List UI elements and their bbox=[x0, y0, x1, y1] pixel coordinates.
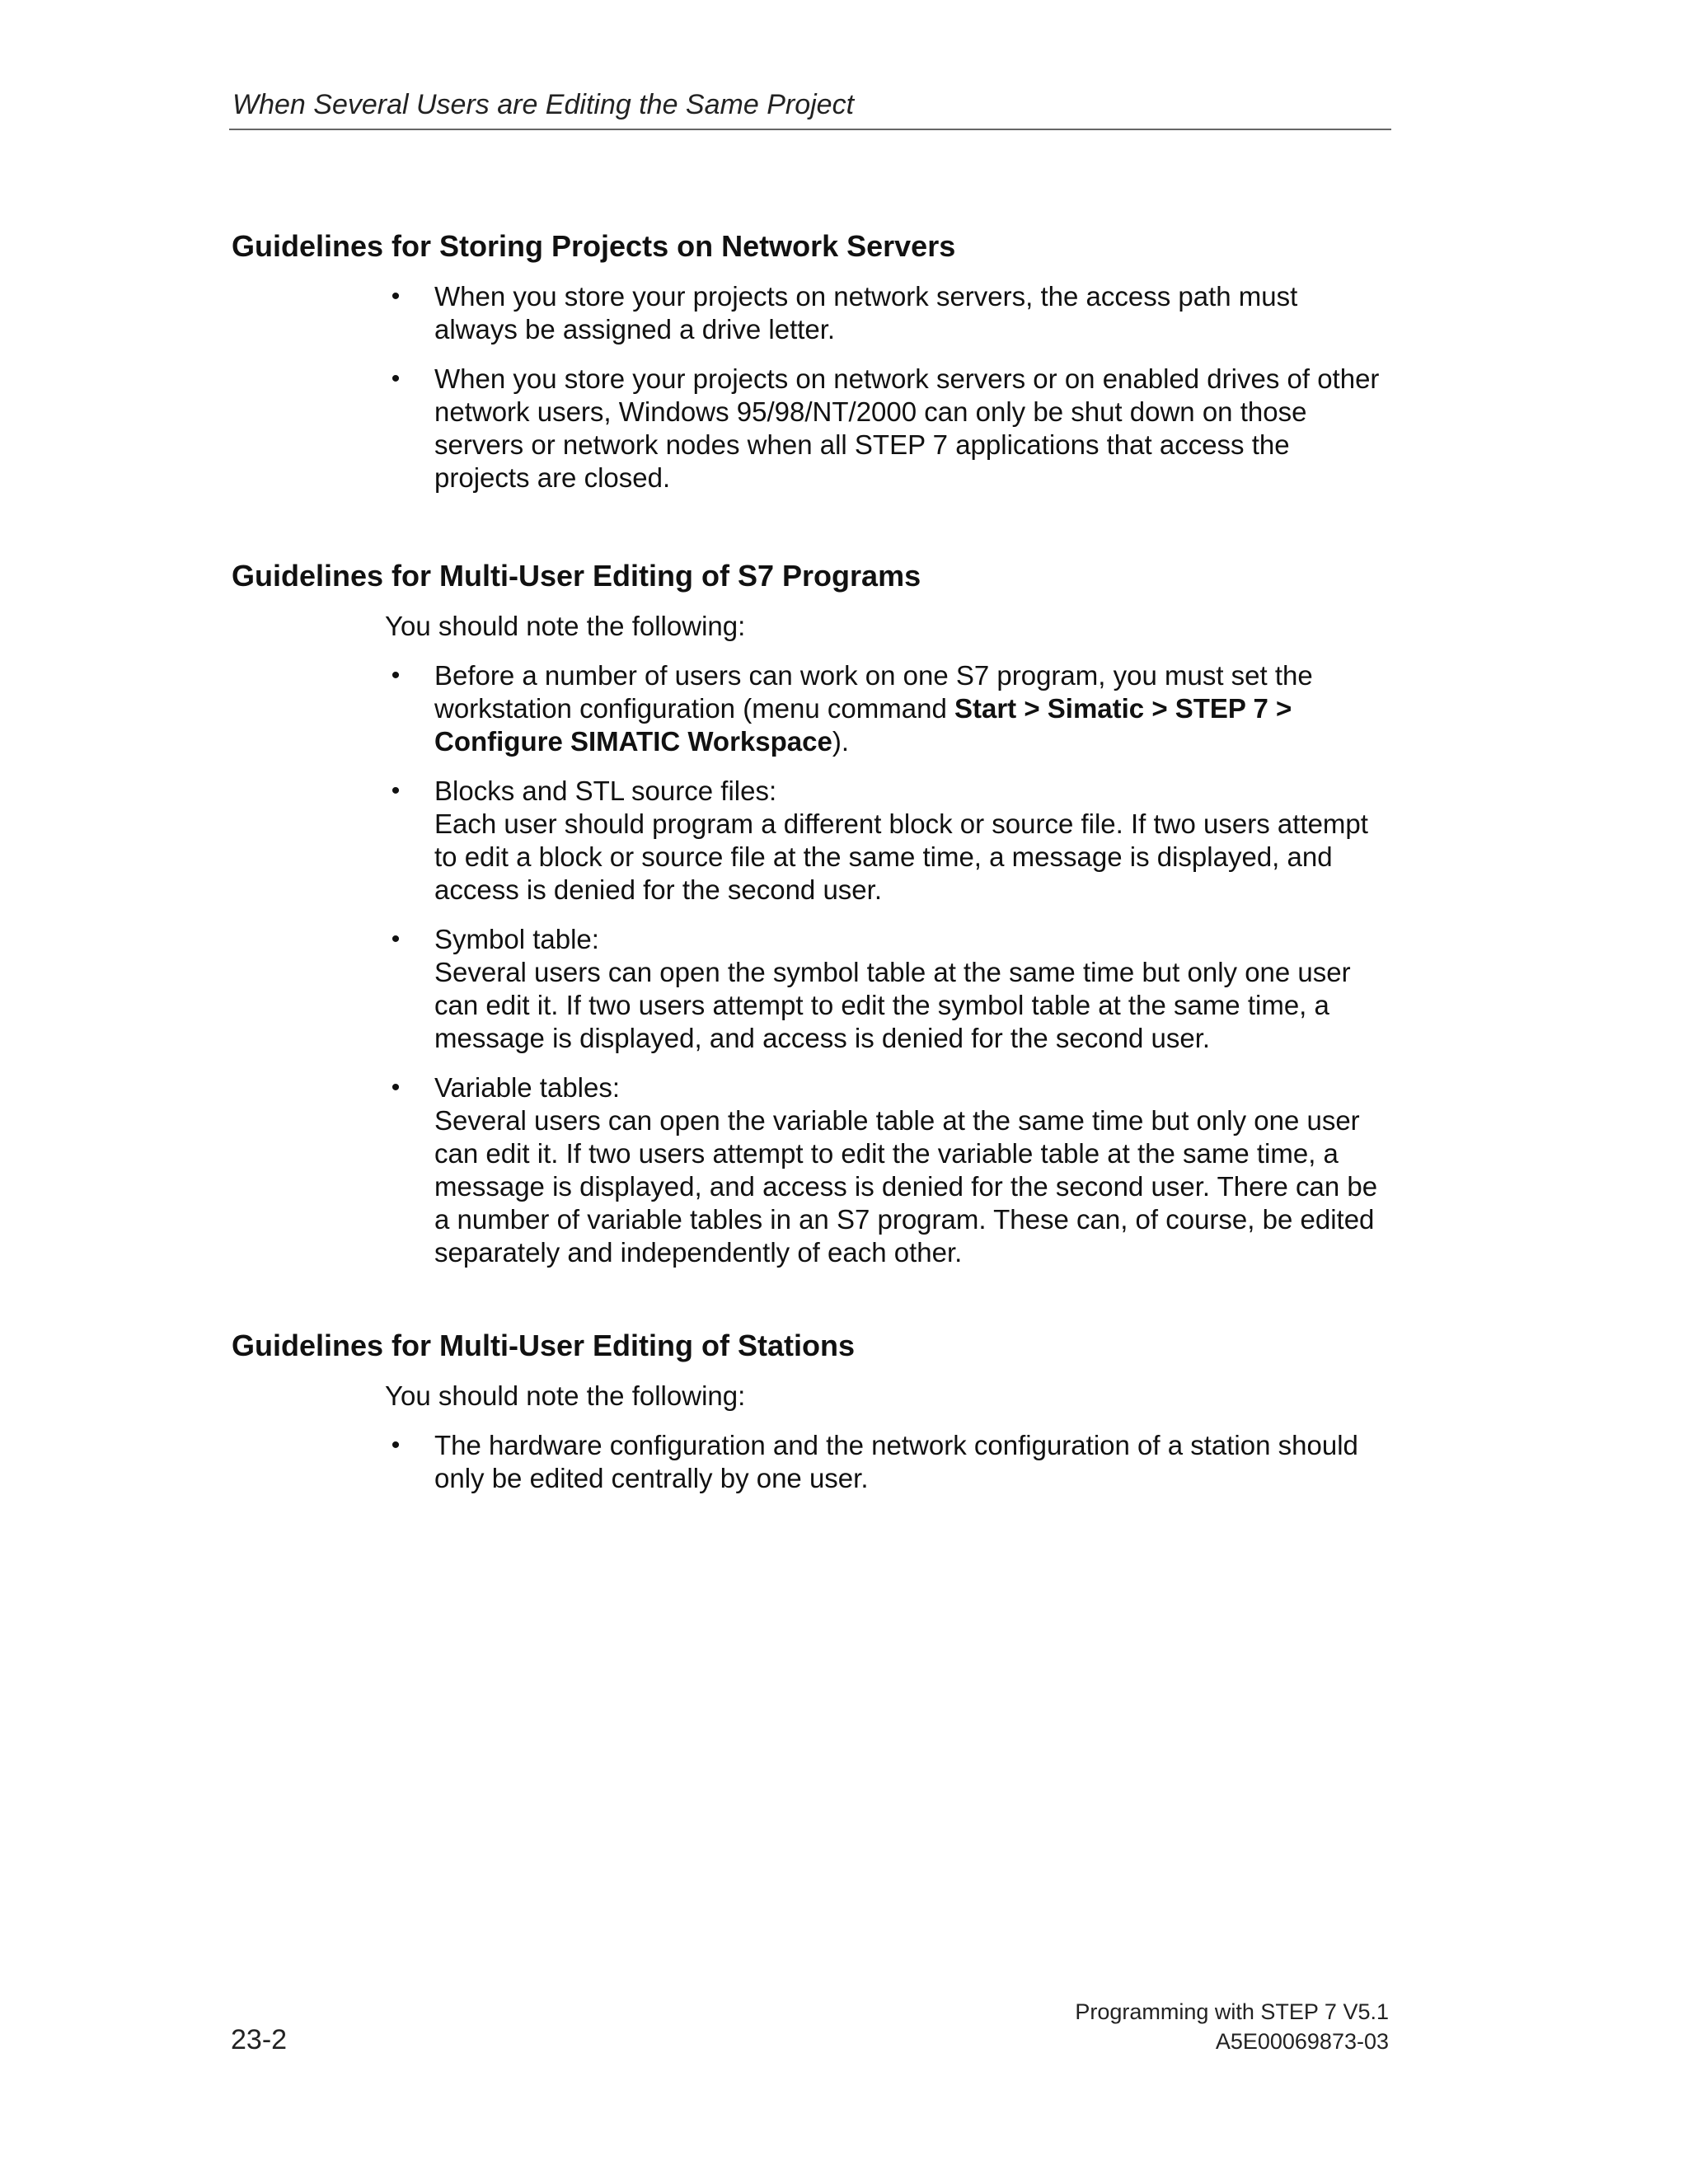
section-heading: Guidelines for Multi-User Editing of S7 Programs bbox=[232, 559, 921, 593]
list-item-text: Symbol table: Several users can open the symbol table at the same time but only one user can edit it. If two users attempt to edit the symbol table at the same time, a message is displayed, and access is denied for the second user. bbox=[434, 924, 1351, 1053]
bullet-icon: • bbox=[391, 365, 401, 392]
bullet-icon: • bbox=[391, 283, 401, 310]
section-heading: Guidelines for Multi-User Editing of Stations bbox=[232, 1329, 856, 1362]
bullet-icon: • bbox=[391, 1432, 401, 1459]
section-heading: Guidelines for Storing Projects on Network Servers bbox=[232, 229, 956, 263]
page-number: 23-2 bbox=[231, 2024, 288, 2055]
list-item-text-part: ). bbox=[832, 726, 850, 757]
menu-command: Start > Simatic > STEP 7 > Configure SIMATIC Workspace bbox=[434, 693, 1292, 757]
footer-document-id: A5E00069873-03 bbox=[1215, 2029, 1389, 2054]
header-rule bbox=[229, 129, 1391, 130]
running-header: When Several Users are Editing the Same Project bbox=[232, 89, 855, 120]
list-item-text: The hardware configuration and the network configuration of a station should only be edited centrally by one user. bbox=[434, 1430, 1358, 1493]
list-item-text: When you store your projects on network servers or on enabled drives of other network users, Windows 95/98/NT/2000 can only be shut down on those servers or network nodes when all STEP 7 applications that access the projects are closed. bbox=[434, 363, 1380, 493]
bullet-icon: • bbox=[391, 662, 401, 689]
list-item-text: When you store your projects on network servers, the access path must always be assigned a drive letter. bbox=[434, 281, 1298, 344]
list-item-text bbox=[434, 659, 1390, 758]
list-item-text-part: Before a number of users can work on one S7 program, you must set the workstation configuration (menu command bbox=[434, 660, 1313, 724]
bullet-icon: • bbox=[391, 926, 401, 953]
footer-publication: Programming with STEP 7 V5.1 bbox=[1075, 1999, 1389, 2024]
list-item-text: Variable tables: Several users can open the variable table at the same time but only one user can edit it. If two users attempt to edit the variable table at the same time, a message is displayed, and access is denied for the second user. There can be a number of variable tables in an S7 program. These can, of course, be edited separately and independently of each other. bbox=[434, 1072, 1378, 1268]
section-intro: You should note the following: bbox=[385, 1380, 746, 1411]
list-item-text: Blocks and STL source files: Each user should program a different block or source file. If two users attempt to edit a block or source file at the same time, a message is displayed, and access is denied for the second user. bbox=[434, 776, 1368, 905]
bullet-icon: • bbox=[391, 777, 401, 804]
section-intro: You should note the following: bbox=[385, 611, 746, 641]
bullet-icon: • bbox=[391, 1074, 401, 1101]
